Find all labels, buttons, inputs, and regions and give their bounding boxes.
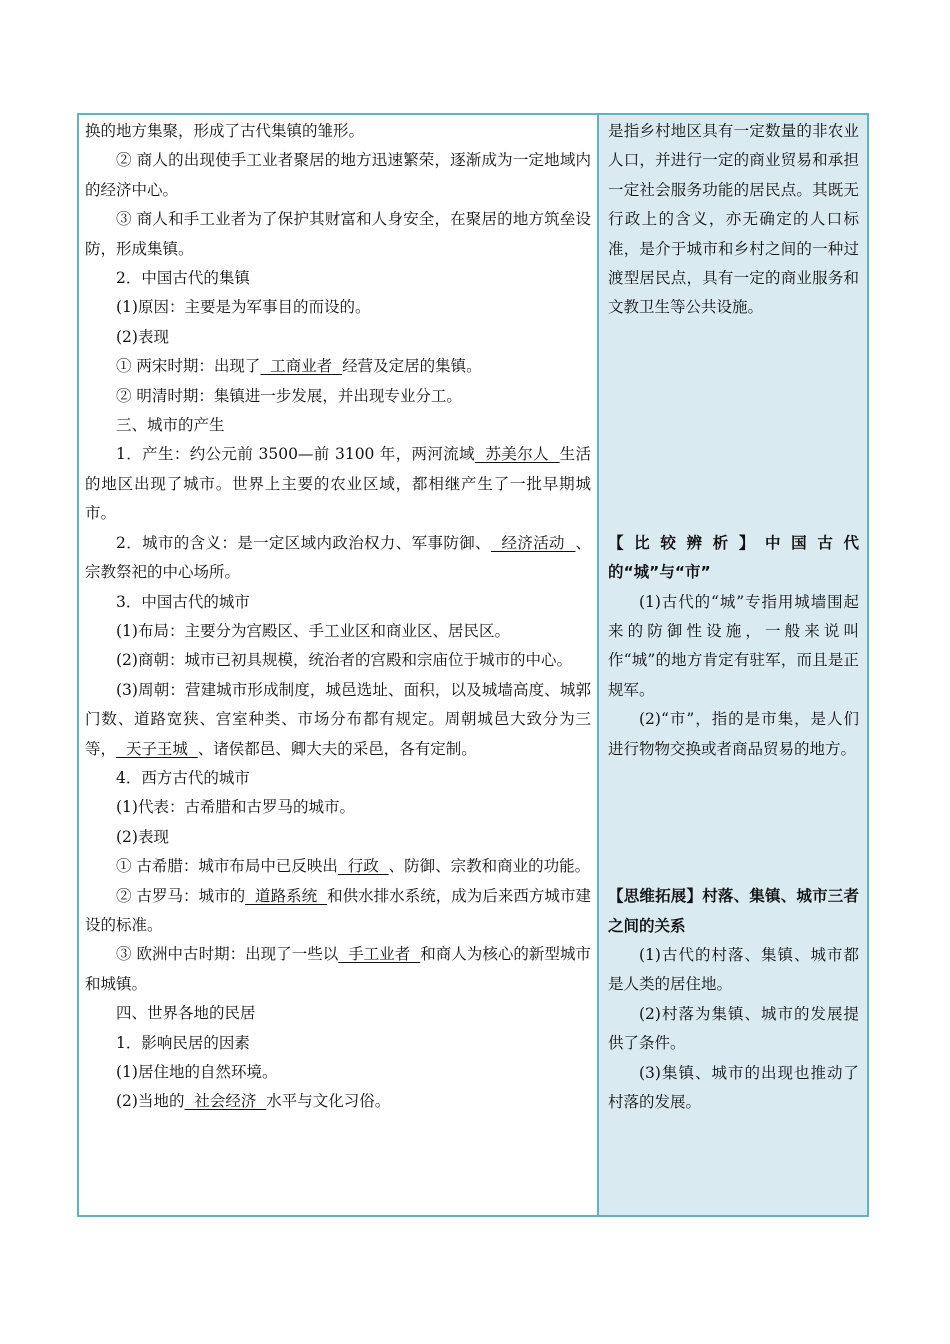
answer-blank: 手工业者	[338, 945, 421, 964]
paragraph	[85, 1087, 591, 1116]
paragraph: ② 商人的出现使手工业者聚居的地方迅速繁荣，逐渐成为一定地域内的经济中心。	[85, 151, 591, 199]
paragraph	[85, 529, 591, 588]
answer-blank: 经济活动	[490, 533, 576, 552]
text: (3)周朝：营建城市形成制度，城邑选址、面积，以及城墙高度、城郭门数、道路宽狭、宫室种类、市场分布都有规定。周朝城邑大致分为三等，	[85, 680, 591, 758]
answer-blank: 工商业者	[260, 357, 343, 376]
section-heading: 2．中国古代的集镇	[116, 269, 250, 288]
text: 、诸侯都邑、卿大夫的采邑，各有定制。	[197, 739, 477, 758]
paragraph	[85, 676, 591, 764]
text: 生活的地区出现了城市。世界上主要的农业区域，都相继产生了一批早期城市。	[85, 445, 591, 523]
text: 、宗教祭祀的中心场所。	[85, 533, 591, 582]
text: ② 古罗马：城市的	[116, 886, 246, 905]
main-column	[79, 115, 599, 1215]
answer-blank: 行政	[337, 857, 389, 876]
section-heading: 3．中国古代的城市	[116, 592, 250, 611]
paragraph: (1)原因：主要是为军事目的而设的。	[116, 298, 371, 317]
section-heading: 四、世界各地的民居	[116, 1004, 256, 1023]
note-paragraph: (2)村落为集镇、城市的发展提供了条件。	[608, 1004, 859, 1053]
paragraph: (1)居住地的自然环境。	[116, 1063, 278, 1081]
text: ① 古希腊：城市布局中已反映出	[116, 857, 338, 876]
text: 和供水排水系统，成为后来西方城市建设的标准。	[85, 886, 591, 934]
paragraph: ② 明清时期：集镇进一步发展，并出现专业分工。	[116, 386, 462, 405]
section-heading: 三、城市的产生	[116, 416, 225, 435]
paragraph	[85, 852, 591, 881]
section-heading: 1．影响民居的因素	[116, 1033, 250, 1052]
paragraph	[85, 440, 591, 528]
text: ① 两宋时期：出现了	[116, 357, 261, 376]
paragraph: (1)代表：古希腊和古罗马的城市。	[116, 798, 355, 817]
note-heading-extension: 【思维拓展】村落、集镇、城市三者之间的关系	[608, 887, 859, 935]
answer-blank: 社会经济	[184, 1092, 267, 1111]
note-paragraph: (1)古代的“城”专指用城墙围起来的防御性设施，一般来说叫作“城”的地方肯定有驻军，而且是正规军。	[608, 592, 859, 699]
text: 1．产生：约公元前 3500—前 3100 年，两河流域	[116, 445, 475, 464]
paragraph: (2)商朝：城市已初具规模，统治者的宫殿和宗庙位于城市的中心。	[116, 651, 572, 670]
paragraph: 换的地方集聚，形成了古代集镇的雏形。	[85, 122, 365, 140]
text: (2)当地的	[116, 1092, 185, 1111]
answer-blank: 道路系统	[245, 886, 328, 905]
answer-blank: 苏美尔人	[474, 445, 560, 464]
paragraph	[85, 882, 591, 941]
paragraph: (2)表现	[116, 827, 169, 846]
text: 2．城市的含义：是一定区域内政治权力、军事防御、	[116, 533, 491, 552]
text: 水平与文化习俗。	[266, 1092, 391, 1111]
text: 经营及定居的集镇。	[342, 357, 482, 376]
note-paragraph: (1)古代的村落、集镇、城市都是人类的居住地。	[608, 945, 859, 994]
text: ③ 欧洲中古时期：出现了一些以	[116, 945, 339, 964]
note-paragraph: 是指乡村地区具有一定数量的非农业人口，并进行一定的商业贸易和承担一定社会服务功能的居民点。其既无行政上的含义，亦无确定的人口标准，是介于城市和乡村之间的一种过渡型居民点，具有一定的商业服务和文教卫生等公共设施。	[608, 122, 859, 317]
paragraph	[85, 940, 591, 999]
sidebar-notes	[599, 115, 867, 1215]
text: 和商人为核心的新型城市和城镇。	[85, 945, 591, 993]
note-paragraph: (3)集镇、城市的出现也推动了村落的发展。	[608, 1063, 859, 1111]
content-table	[77, 113, 869, 1217]
paragraph	[85, 352, 591, 381]
paragraph: (2)表现	[116, 327, 169, 346]
paragraph: ③ 商人和手工业者为了保护其财富和人身安全，在聚居的地方筑垒设防，形成集镇。	[85, 210, 591, 258]
section-heading: 4．西方古代的城市	[116, 768, 250, 787]
text: 、防御、宗教和商业的功能。	[388, 857, 591, 876]
answer-blank: 天子王城	[116, 739, 198, 758]
paragraph: (1)布局：主要分为宫殿区、手工业区和商业区、居民区。	[116, 621, 510, 640]
note-paragraph: (2)“市”，指的是市集，是人们进行物物交换或者商品贸易的地方。	[608, 710, 859, 758]
note-heading-compare: 【比较辨析】中国古代的“城”与“市”	[608, 533, 859, 582]
